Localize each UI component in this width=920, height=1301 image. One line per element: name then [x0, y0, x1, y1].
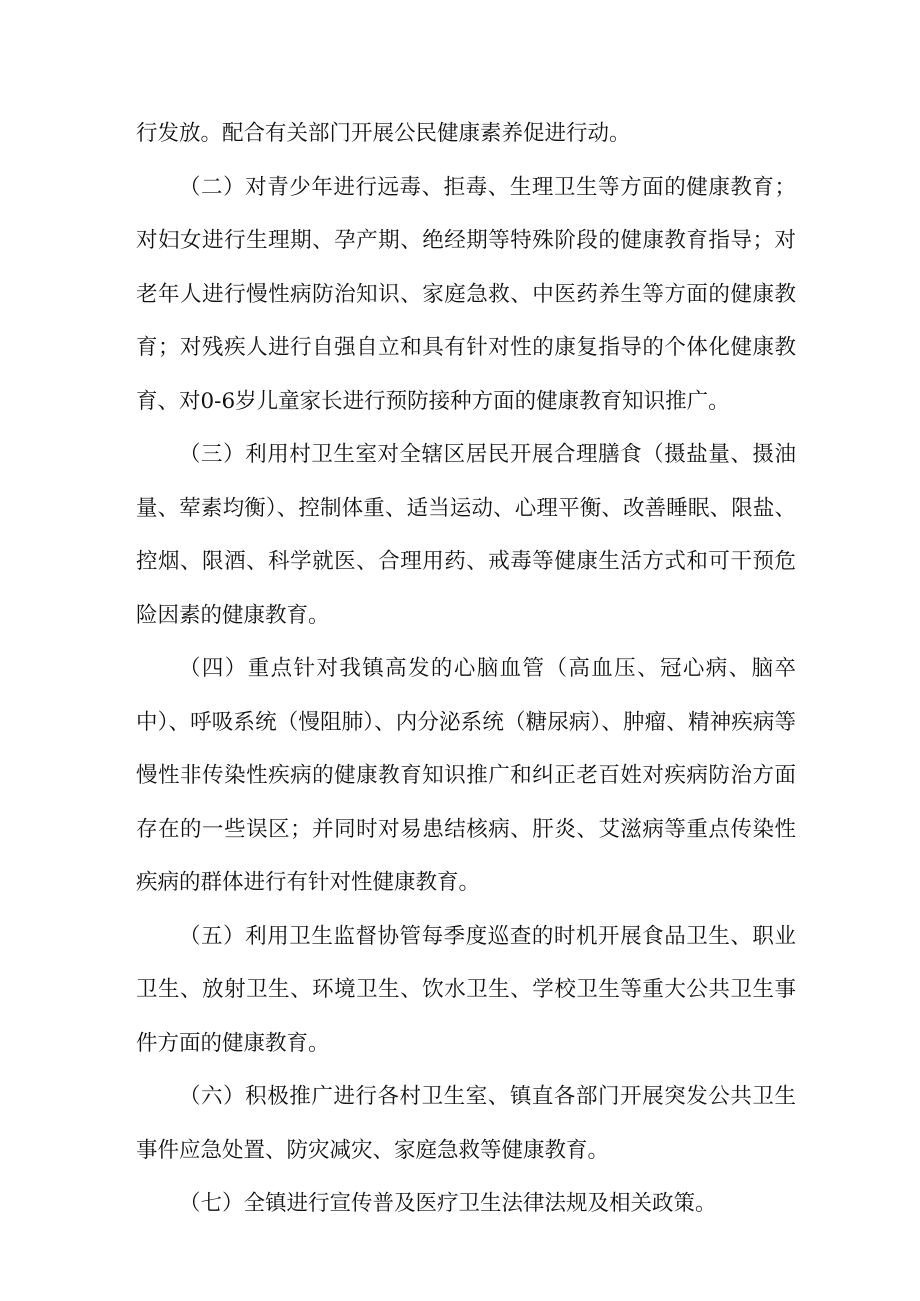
paragraph-item-3: （三）利用村卫生室对全辖区居民开展合理膳食（摄盐量、摄油量、荤素均衡）、控制体重、适当运动、心理平衡、改善睡眠、限盐、控烟、限酒、科学就医、合理用药、戒毒等健康生活方式和可干预危险因素的健康教育。 — [136, 442, 796, 628]
paragraph-item-6: （六）积极推广进行各村卫生室、镇直各部门开展突发公共卫生事件应急处置、防灾减灾、家庭急救等健康教育。 — [136, 1084, 796, 1163]
paragraph-item-2: （二）对青少年进行远毒、拒毒、生理卫生等方面的健康教育；对妇女进行生理期、孕产期、绝经期等特殊阶段的健康教育指导；对老年人进行慢性病防治知识、家庭急救、中医药养生等方面的健康教育；对残疾人进行自强自立和具有针对性的康复指导的个体化健康教育、对0-6岁儿童家长进行预防接种方面的健康教育知识推广。 — [136, 174, 796, 414]
paragraph-item-7: （七）全镇进行宣传普及医疗卫生法律法规及相关政策。 — [179, 1191, 717, 1216]
paragraph-item-4: （四）重点针对我镇高发的心脑血管（高血压、冠心病、脑卒中）、呼吸系统（慢阻肺）、内分泌系统（糖尿病）、肿瘤、精神疾病等慢性非传染性疾病的健康教育知识推广和纠正老百姓对疾病防治方面存在的一些误区；并同时对易患结核病、肝炎、艾滋病等重点传染性疾病的群体进行有针对性健康教育。 — [136, 656, 796, 895]
paragraph-continuation: 行发放。配合有关部门开展公民健康素养促进行动。 — [136, 121, 631, 146]
paragraph-item-5: （五）利用卫生监督协管每季度巡查的时机开展食品卫生、职业卫生、放射卫生、环境卫生、饮水卫生、学校卫生等重大公共卫生事件方面的健康教育。 — [136, 923, 796, 1056]
document-body — [136, 107, 796, 1231]
